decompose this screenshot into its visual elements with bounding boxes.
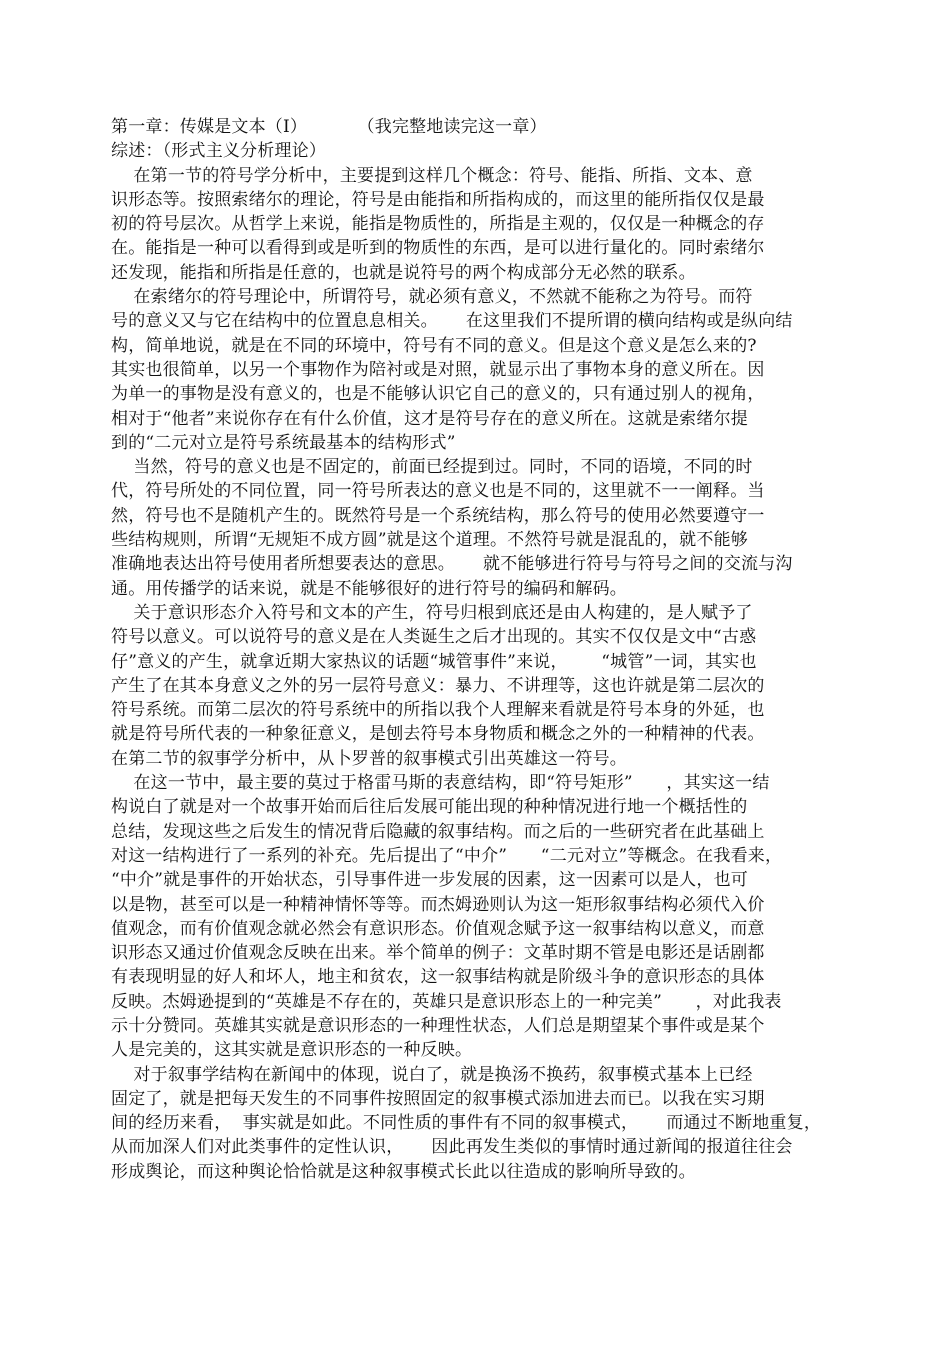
paragraph-line: 通。用传播学的话来说，就是不能够很好的进行符号的编码和解码。 bbox=[111, 578, 627, 599]
paragraph-line: 在第一节的符号学分析中，主要提到这样几个概念：符号、能指、所指、文本、意 bbox=[111, 165, 753, 186]
paragraph-line: 符号以意义。可以说符号的意义是在人类诞生之后才出现的。其实不仅仅是文中“古惑 bbox=[111, 627, 757, 648]
paragraph-line: 然，符号也不是随机产生的。既然符号是一个系统结构，那么符号的使用必然要遵守一 bbox=[111, 505, 765, 526]
paragraph-line: 其实也很简单，以另一个事物作为陪衬或是对照，就显示出了事物本身的意义所在。因 bbox=[111, 359, 765, 380]
paragraph-line: 些结构规则，所谓“无规矩不成方圆”就是这个道理。不然符号就是混乱的，就不能够 bbox=[111, 530, 748, 551]
paragraph-line: 在。能指是一种可以看得到或是听到的物质性的东西，是可以进行量化的。同时索绪尔 bbox=[111, 238, 765, 259]
paragraph-line: 代，符号所处的不同位置，同一符号所表达的意义也是不同的，这里就不一一阐释。当 bbox=[111, 481, 765, 502]
paragraph-line: 产生了在其本身意义之外的另一层符号意义：暴力、不讲理等，这也许就是第二层次的 bbox=[111, 675, 765, 696]
paragraph-line: 值观念，而有价值观念就必然会有意识形态。价值观念赋予这一叙事结构以意义，而意 bbox=[111, 918, 765, 939]
paragraph-line: 号的意义又与它在结构中的位置息息相关。 在这里我们不提所谓的横向结构或是纵向结 bbox=[111, 311, 793, 332]
paragraph-line: 在第二节的叙事学分析中，从卜罗普的叙事模式引出英雄这一符号。 bbox=[111, 748, 627, 769]
paragraph-line: 从而加深人们对此类事件的定性认识， 因此再发生类似的事情时通过新闻的报道往往会 bbox=[111, 1137, 793, 1158]
paragraph-line: 初的符号层次。从哲学上来说，能指是物质性的，所指是主观的，仅仅是一种概念的存 bbox=[111, 214, 765, 235]
paragraph-line: 在这一节中，最主要的莫过于格雷马斯的表意结构，即“符号矩形” ，其实这一结 bbox=[111, 773, 770, 794]
paragraph-line: 构说白了就是对一个故事开始而后往后发展可能出现的种种情况进行地一个概括性的 bbox=[111, 797, 748, 818]
paragraph-line: “中介”就是事件的开始状态，引导事件进一步发展的因素，这一因素可以是人，也可 bbox=[111, 870, 748, 891]
paragraph-line: 符号系统。而第二层次的符号系统中的所指以我个人理解来看就是符号本身的外延，也 bbox=[111, 700, 765, 721]
chapter-title: 第一章：传媒是文本（Ⅰ） （我完整地读完这一章） bbox=[111, 117, 547, 137]
paragraph-line: 间的经历来看， 事实就是如此。不同性质的事件有不同的叙事模式， 而通过不断地重复， bbox=[111, 1113, 822, 1134]
paragraph-line: 到的“二元对立是符号系统最基本的结构形式” bbox=[111, 432, 456, 453]
paragraph-line: 人是完美的，这其实就是意识形态的一种反映。 bbox=[111, 1040, 473, 1061]
paragraph-line: 为单一的事物是没有意义的，也是不能够认识它自己的意义的，只有通过别人的视角， bbox=[111, 384, 765, 405]
paragraph-line: 对于叙事学结构在新闻中的体现，说白了，就是换汤不换药，叙事模式基本上已经 bbox=[111, 1064, 753, 1085]
paragraph-line: 对这一结构进行了一系列的补充。先后提出了“中介” “二元对立”等概念。在我看来， bbox=[111, 845, 783, 866]
paragraph-line: 在索绪尔的符号理论中，所谓符号，就必须有意义，不然就不能称之为符号。而符 bbox=[111, 287, 753, 308]
summary-heading: 综述：（形式主义分析理论） bbox=[111, 141, 327, 162]
paragraph-line: 还发现，能指和所指是任意的，也就是说符号的两个构成部分无必然的联系。 bbox=[111, 262, 696, 283]
paragraph-line: 识形态等。按照索绪尔的理论，符号是由能指和所指构成的，而这里的能所指仅仅是最 bbox=[111, 189, 765, 210]
body-text bbox=[111, 164, 831, 1184]
paragraph-line: 识形态又通过价值观念反映在出来。举个简单的例子：文革时期不管是电影还是话剧都 bbox=[111, 943, 765, 964]
paragraph-line: 形成舆论，而这种舆论恰恰就是这种叙事模式长此以往造成的影响所导致的。 bbox=[111, 1161, 696, 1182]
paragraph-line: 关于意识形态介入符号和文本的产生，符号归根到底还是由人构建的，是人赋予了 bbox=[111, 602, 753, 623]
paragraph-line: 就是符号所代表的一种象征意义，是刨去符号本身物质和概念之外的一种精神的代表。 bbox=[111, 724, 765, 745]
paragraph-line: 当然，符号的意义也是不固定的，前面已经提到过。同时，不同的语境，不同的时 bbox=[111, 457, 753, 478]
paragraph-line: 反映。杰姆逊提到的“英雄是不存在的，英雄只是意识形态上的一种完美” ，对此我表 bbox=[111, 991, 782, 1012]
paragraph-line: 仔”意义的产生，就拿近期大家热议的话题“城管事件”来说， “城管”一词，其实也 bbox=[111, 651, 757, 672]
paragraph-line: 有表现明显的好人和坏人，地主和贫农，这一叙事结构就是阶级斗争的意识形态的具体 bbox=[111, 967, 765, 988]
document-text bbox=[111, 115, 831, 1184]
paragraph-line: 总结，发现这些之后发生的情况背后隐藏的叙事结构。而之后的一些研究者在此基础上 bbox=[111, 821, 765, 842]
paragraph-line: 以是物，甚至可以是一种精神情怀等等。而杰姆逊则认为这一矩形叙事结构必须代入价 bbox=[111, 894, 765, 915]
paragraph-line: 固定了，就是把每天发生的不同事件按照固定的叙事模式添加进去而已。以我在实习期 bbox=[111, 1088, 765, 1109]
paragraph-line: 准确地表达出符号使用者所想要表达的意思。 就不能够进行符号与符号之间的交流与沟 bbox=[111, 554, 793, 575]
paragraph-line: 相对于“他者”来说你存在有什么价值，这才是符号存在的意义所在。这就是索绪尔提 bbox=[111, 408, 748, 429]
paragraph-line: 构，简单地说，就是在不同的环境中，符号有不同的意义。但是这个意义是怎么来的? bbox=[111, 335, 757, 356]
paragraph-line: 示十分赞同。英雄其实就是意识形态的一种理性状态，人们总是期望某个事件或是某个 bbox=[111, 1015, 765, 1036]
